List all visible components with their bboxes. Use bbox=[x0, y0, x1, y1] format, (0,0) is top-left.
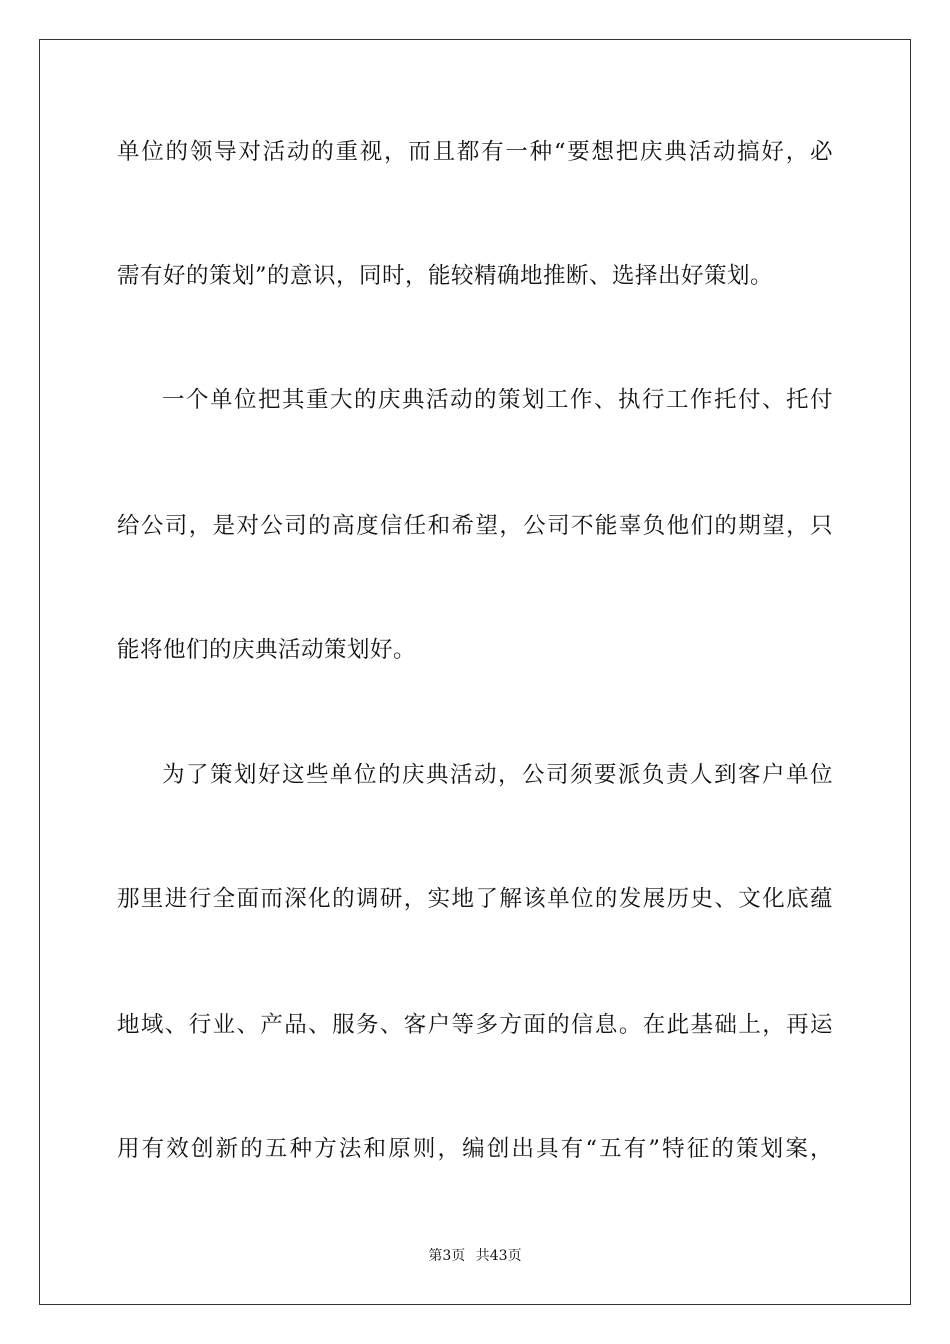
text-line-1: 单位的领导对活动的重视，而且都有一种“要想把庆典活动搞好，必 bbox=[117, 139, 833, 165]
total-pages: 共43页 bbox=[475, 1248, 522, 1264]
page-border bbox=[39, 39, 911, 1305]
page-footer bbox=[0, 1247, 950, 1265]
text-line-6: 为了策划好这些单位的庆典活动，公司须要派负责人到客户单位 bbox=[162, 762, 833, 788]
text-line-3: 一个单位把其重大的庆典活动的策划工作、执行工作托付、托付 bbox=[162, 387, 833, 413]
text-line-4: 给公司，是对公司的高度信任和希望，公司不能辜负他们的期望，只 bbox=[117, 513, 833, 539]
text-line-5: 能将他们的庆典活动策划好。 bbox=[117, 637, 417, 663]
text-line-7: 那里进行全面而深化的调研，实地了解该单位的发展历史、文化底蕴 bbox=[117, 886, 833, 912]
text-line-2: 需有好的策划”的意识，同时，能较精确地推断、选择出好策划。 bbox=[117, 263, 774, 289]
text-line-9: 用有效创新的五种方法和原则，编创出具有“五有”特征的策划案， bbox=[117, 1136, 833, 1162]
page-number: 第3页 bbox=[428, 1248, 466, 1264]
text-line-8: 地域、行业、产品、服务、客户等多方面的信息。在此基础上，再运 bbox=[117, 1012, 833, 1038]
